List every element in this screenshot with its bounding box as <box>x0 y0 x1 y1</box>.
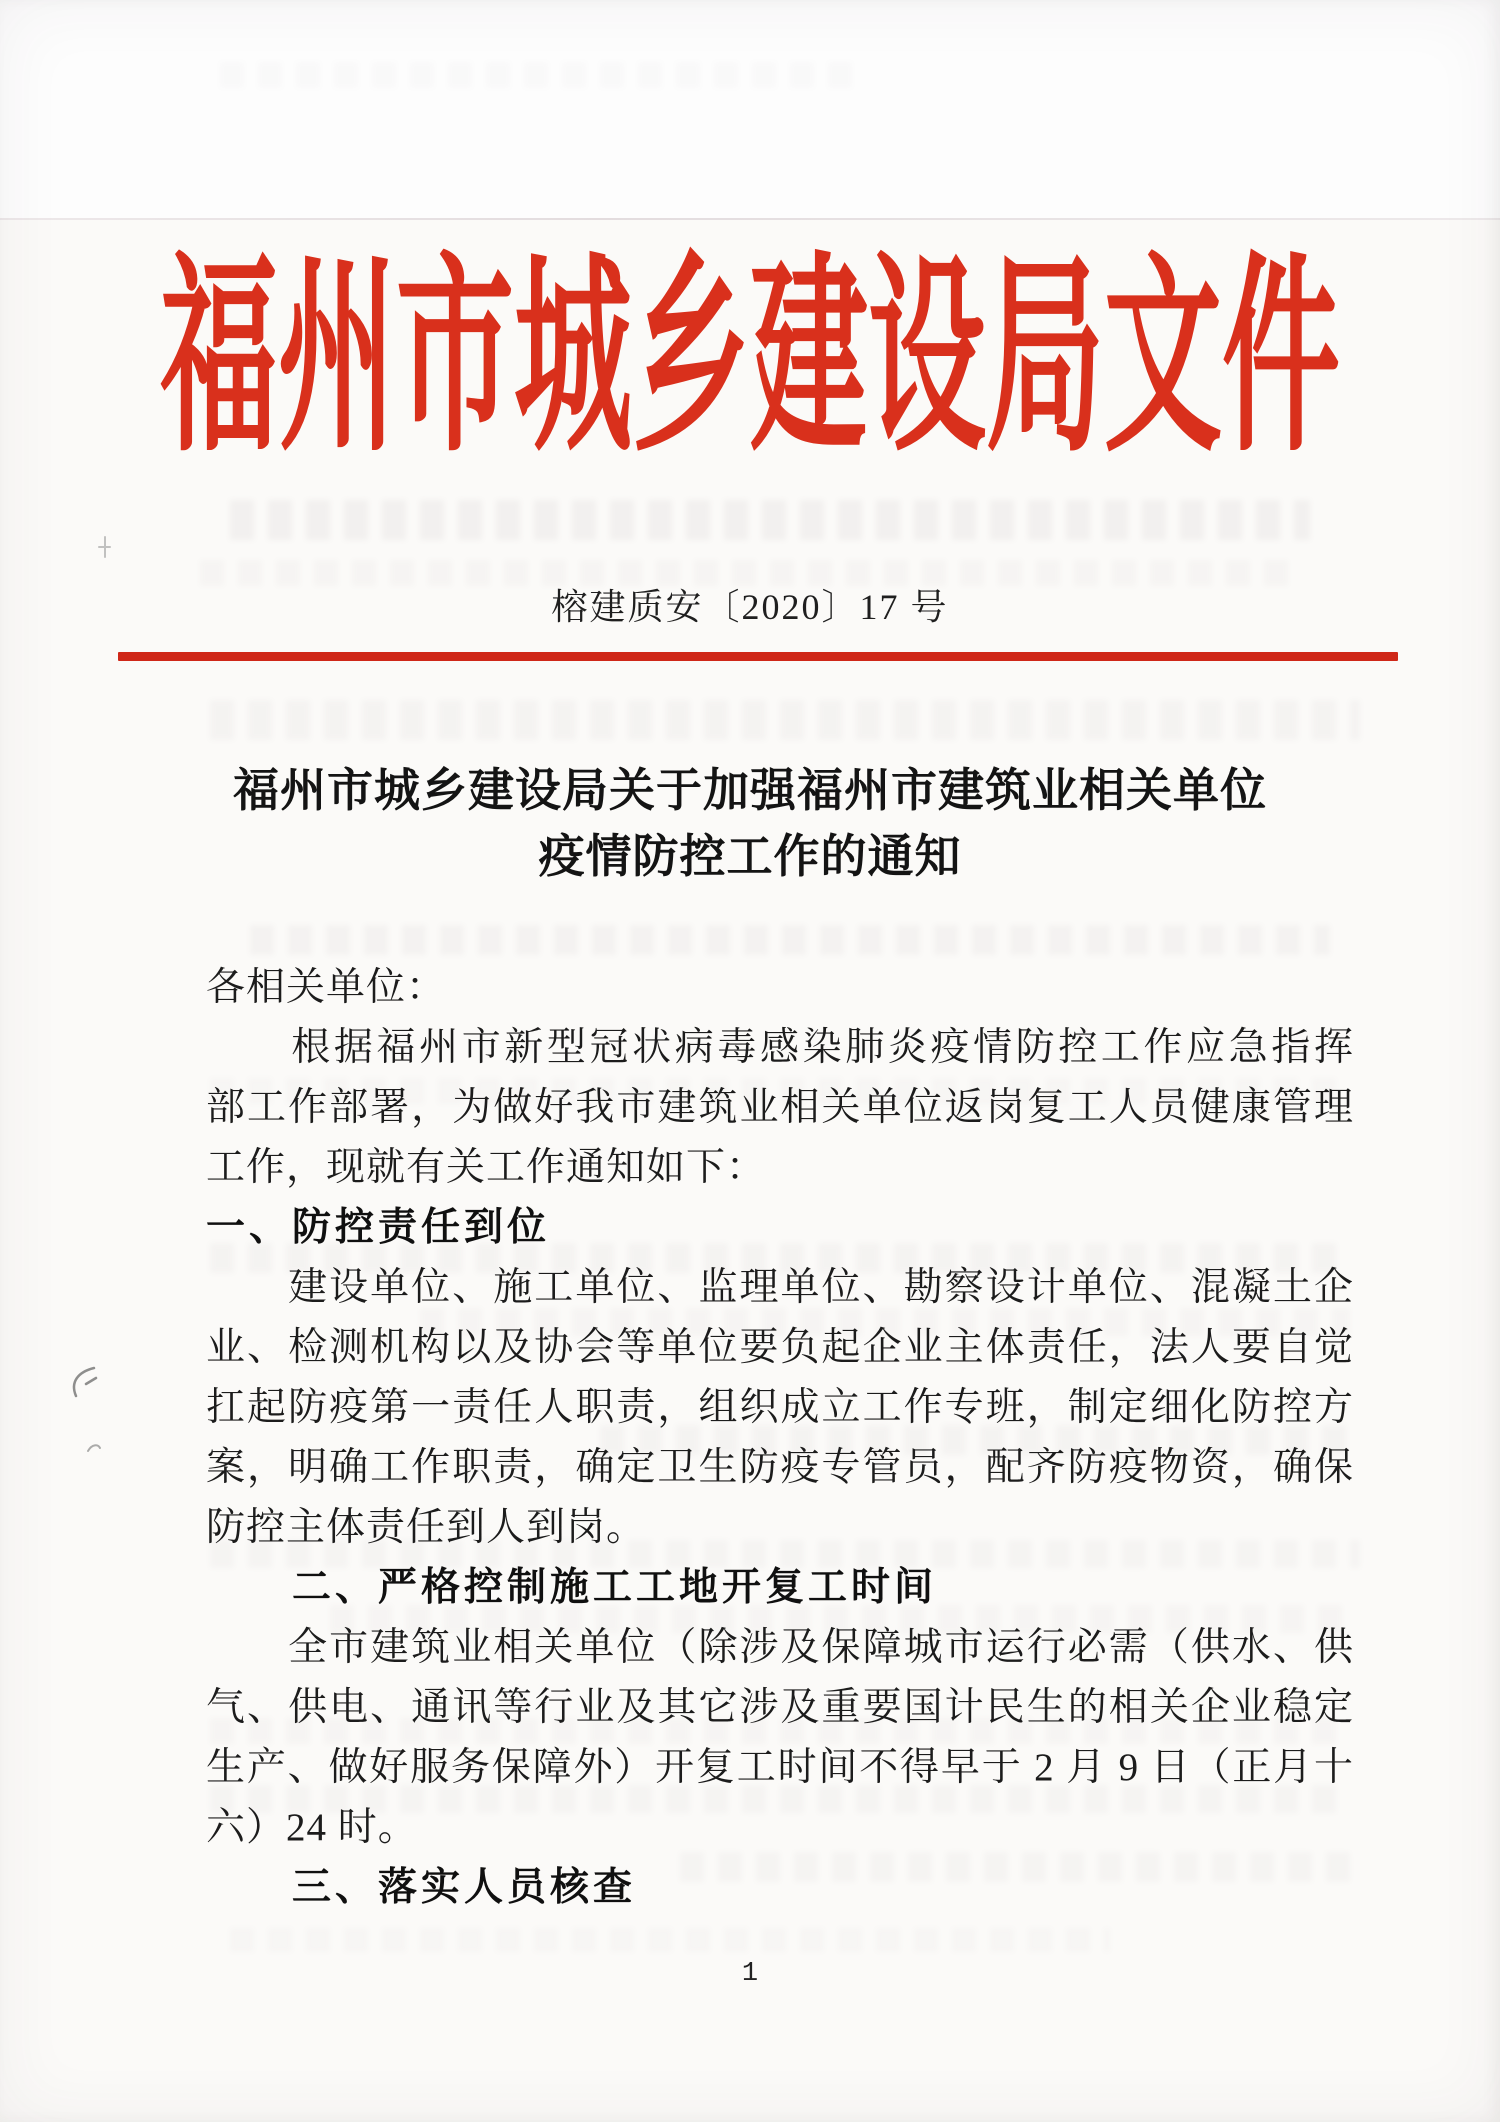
body-line: 六）24 时。 <box>206 1806 418 1849</box>
document-title-line1: 福州市城乡建设局关于加强福州市建筑业相关单位 <box>233 765 1267 816</box>
body-line: 工作，现就有关工作通知如下： <box>206 1146 767 1189</box>
body-line: 部工作部署，为做好我市建筑业相关单位返岗复工人员健康管理 <box>206 1086 1354 1129</box>
body-line: 防控主体责任到人到岗。 <box>206 1506 647 1549</box>
document-body <box>206 958 1354 1918</box>
bleedthrough-artifact <box>210 700 1360 740</box>
page-number: 1 <box>741 1959 759 1989</box>
page-seam-line <box>0 218 1500 220</box>
body-line: 案，明确工作职责，确定卫生防疫专管员，配齐防疫物资，确保 <box>206 1446 1354 1489</box>
document-title <box>0 758 1500 890</box>
section-heading: 一、防控责任到位 <box>206 1206 551 1249</box>
body-line: 全市建筑业相关单位（除涉及保障城市运行必需（供水、供 <box>206 1626 1354 1669</box>
body-line: 业、检测机构以及协会等单位要负起企业主体责任，法人要自觉 <box>206 1326 1354 1369</box>
section-heading: 二、严格控制施工工地开复工时间 <box>206 1566 938 1609</box>
body-line: 生产、做好服务保障外）开复工时间不得早于 2 月 9 日（正月十 <box>206 1746 1354 1789</box>
body-line: 根据福州市新型冠状病毒感染肺炎疫情防控工作应急指挥 <box>206 1026 1354 1069</box>
body-line: 扛起防疫第一责任人职责，组织成立工作专班，制定细化防控方 <box>206 1386 1354 1429</box>
pen-mark-artifact <box>96 534 114 562</box>
body-line: 建设单位、施工单位、监理单位、勘察设计单位、混凝土企 <box>206 1266 1354 1309</box>
red-separator-rule <box>118 652 1398 661</box>
bleedthrough-artifact <box>200 560 1300 586</box>
agency-banner-title: 福州市城乡建设局文件 <box>159 241 1340 478</box>
bleedthrough-artifact <box>230 1928 1110 1952</box>
body-line: 气、供电、通讯等行业及其它涉及重要国计民生的相关企业稳定 <box>206 1686 1354 1729</box>
document-number: 榕建质安〔2020〕17 号 <box>551 587 949 627</box>
bleedthrough-artifact <box>250 925 1330 955</box>
body-line: 各相关单位： <box>206 966 447 1009</box>
document-title-line2: 疫情防控工作的通知 <box>538 831 962 882</box>
section-heading: 三、落实人员核查 <box>206 1866 637 1909</box>
pen-mark-artifact <box>84 1438 104 1458</box>
scan-top-strip <box>0 0 1500 218</box>
pen-mark-artifact <box>62 1362 104 1404</box>
bleedthrough-artifact <box>230 500 1310 540</box>
